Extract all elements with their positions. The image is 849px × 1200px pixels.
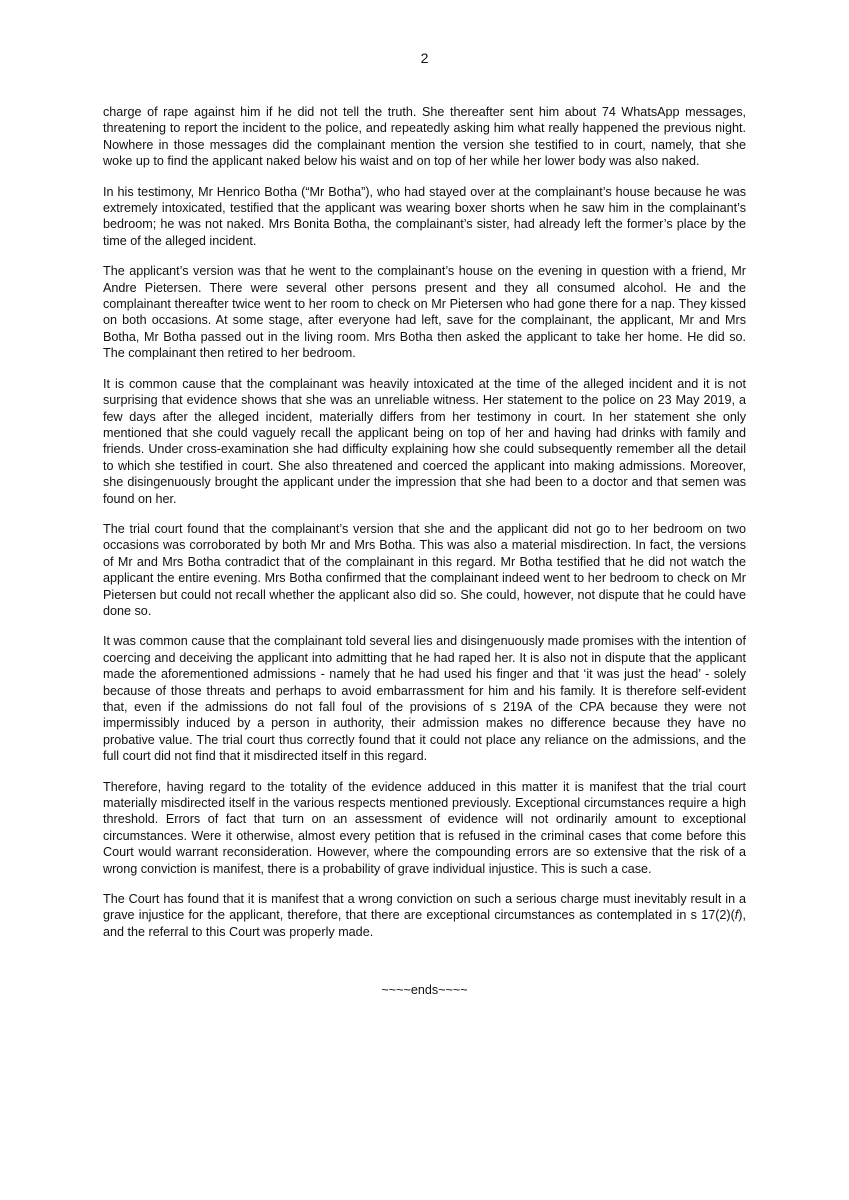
paragraph-8-italic: f <box>734 908 739 923</box>
paragraph-5: The trial court found that the complainant’s version that she and the applicant did not go to her bedroom on two occasions was corroborated by both Mr and Mrs Botha. This was also a material misdirection. In fact, the versions of Mr and Mrs Botha contradict that of the complainant in this regard. Mr Botha testified that he did not watch the applicant the entire evening. Mrs Botha confirmed that the complainant indeed went to her bedroom to check on Mr Pietersen but could not recall whether the applicant also did so. She could, however, not dispute that he could have done so. <box>103 521 746 618</box>
paragraph-4: It is common cause that the complainant was heavily intoxicated at the time of the alleged incident and it is not surprising that evidence shows that she was an unreliable witness. Her statement to the police on 23 May 2019, a few days after the alleged incident, materially differs from her testimony in court. In her statement she only mentioned that she could vaguely recall the applicant being on top of her and having had drinks with family and friends. Under cross-examination she had difficulty explaining how she could subsequently remember all the detail to which she testified in court. She also threatened and coerced the applicant into making admissions. Moreover, she disingenuously brought the applicant under the impression that she had been to a doctor and that semen was found on her. <box>103 376 746 506</box>
paragraph-8-text-end: ), and the referral to this Court was properly made. <box>103 908 746 939</box>
paragraph-8 <box>103 891 746 940</box>
paragraph-8-text-start: The Court has found that it is manifest that a wrong conviction on such a serious charge must inevitably result in a grave injustice for the applicant, therefore, that there are exceptional circumstances as contemplated in s 17(2)( <box>103 892 746 923</box>
document-body <box>103 104 746 954</box>
paragraph-2: In his testimony, Mr Henrico Botha (“Mr Botha”), who had stayed over at the complainant’s house because he was extremely intoxicated, testified that the applicant was wearing boxer shorts when he saw him in the complainant’s bedroom; he was not naked. Mrs Bonita Botha, the complainant’s sister, had already left the former’s place by the time of the alleged incident. <box>103 184 746 248</box>
paragraph-7: Therefore, having regard to the totality of the evidence adduced in this matter it is manifest that the trial court materially misdirected itself in the various respects mentioned previously. Exceptional circumstances require a high threshold. Errors of fact that turn on an assessment of evidence will not ordinarily amount to exceptional circumstances. Were it otherwise, almost every petition that is refused in the criminal cases that come before this Court would warrant reconsideration. However, where the compounding errors are so extensive that the risk of a wrong conviction is manifest, there is a probability of grave individual injustice. This is such a case. <box>103 779 746 876</box>
ends-marker: ~~~~ends~~~~ <box>381 983 468 997</box>
paragraph-1: charge of rape against him if he did not tell the truth. She thereafter sent him about 74 WhatsApp messages, threatening to report the incident to the police, and repeatedly asking him what really happened the previous night. Nowhere in those messages did the complainant mention the version she testified to in court, namely, that she woke up to find the applicant naked below his waist and on top of her while her lower body was also naked. <box>103 105 746 169</box>
paragraph-3: The applicant’s version was that he went to the complainant’s house on the evening in question with a friend, Mr Andre Pietersen. There were several other persons present and they all consumed alcohol. He and the complainant thereafter twice went to her room to check on Mr Pietersen who had gone there for a nap. They kissed on both occasions. At some stage, after everyone had left, save for the complainant, the applicant, Mr and Mrs Botha, Mr Botha passed out in the living room. Mrs Botha then asked the applicant to take her home. He did so. The complainant then retired to her bedroom. <box>103 264 746 361</box>
page-number: 2 <box>420 50 429 66</box>
paragraph-6: It was common cause that the complainant told several lies and disingenuously made promises with the intention of coercing and deceiving the applicant into admitting that he had raped her. It is also not in dispute that the applicant made the aforementioned admissions - namely that he had used his finger and that ‘it was just the head’ - solely because of those threats and perhaps to avoid embarrassment for him and his family. It is therefore self-evident that, even if the admissions do not fall foul of the provisions of s 219A of the CPA because they were not impermissibly induced by a person in authority, their admission makes no difference because they have no probative value. The trial court thus correctly found that it could not place any reliance on the admissions, and the full court did not find that it misdirected itself in this regard. <box>103 634 746 764</box>
